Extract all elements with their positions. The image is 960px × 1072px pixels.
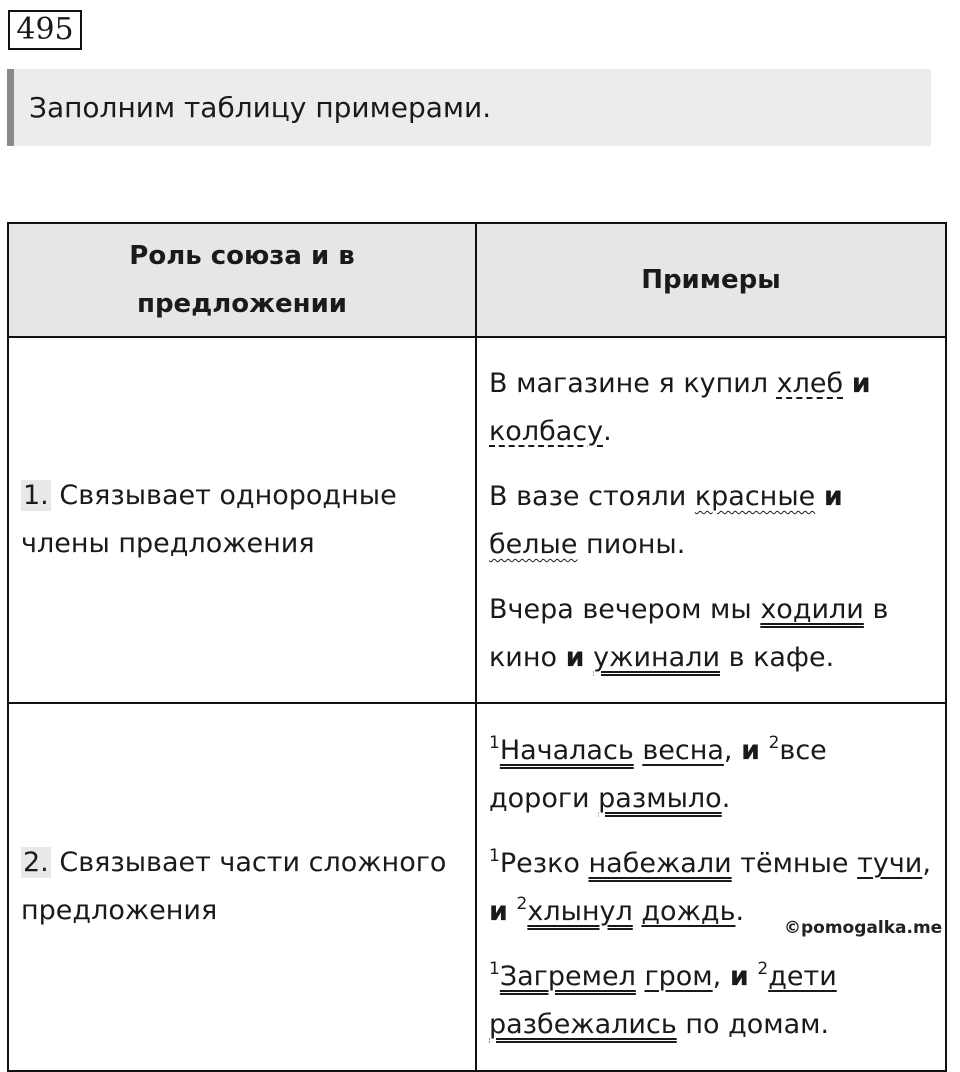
role-number: 1. xyxy=(23,480,49,511)
predicate: Началась xyxy=(499,735,634,766)
conjunction: и xyxy=(489,896,508,927)
predicate: Загремел xyxy=(499,961,636,992)
homogeneous-member: колбасу xyxy=(489,416,604,447)
example-sentence: $^1$Началась весна, и $^2$все дороги размыло. xyxy=(489,733,827,814)
homogeneous-member: красные xyxy=(694,481,816,512)
intro-accent-bar xyxy=(7,69,14,146)
subject: дети xyxy=(768,961,837,992)
watermark: ©pomogalka.me xyxy=(784,918,943,938)
clause-index: 1 xyxy=(489,733,500,753)
table-header-row xyxy=(8,223,946,337)
role-text: Связывает части сложного предложения xyxy=(21,847,447,926)
table-row xyxy=(8,703,946,1071)
table-row xyxy=(8,337,946,703)
example-sentence: $^1$Резко набежали тёмные тучи, и $^2$хлынул дождь. xyxy=(489,846,931,927)
subject: тучи xyxy=(857,848,923,879)
conjunction: и xyxy=(851,368,871,399)
homogeneous-member: белые xyxy=(489,529,578,560)
predicate: хлынул xyxy=(527,896,633,927)
role-cell xyxy=(8,337,476,703)
clause-index: 1 xyxy=(489,846,500,866)
header-examples: Примеры xyxy=(476,223,946,337)
examples-cell xyxy=(476,703,946,1071)
subject: весна xyxy=(642,735,724,766)
task-number: 495 xyxy=(8,10,82,50)
predicate: набежали xyxy=(588,848,732,879)
examples-table xyxy=(7,222,947,1072)
subject: дождь xyxy=(641,896,736,927)
examples-cell xyxy=(476,337,946,703)
example-sentence: В магазине я купил хлеб и колбасу. xyxy=(489,368,871,447)
predicate: размыло xyxy=(598,783,722,814)
homogeneous-member: хлеб xyxy=(776,368,844,399)
header-role: Роль союза и в предложении xyxy=(8,223,476,337)
example-sentence: $^1$Загремел гром, и $^2$дети разбежались по домам. xyxy=(489,959,837,1040)
intro-text: Заполним таблицу примерами. xyxy=(29,91,492,124)
homogeneous-member: ходили xyxy=(760,594,864,625)
conjunction: и xyxy=(741,735,760,766)
conjunction: и xyxy=(565,642,585,673)
intro-block xyxy=(7,69,931,146)
clause-index: 1 xyxy=(489,959,500,979)
subject: гром xyxy=(644,961,713,992)
conjunction: и xyxy=(823,481,843,512)
example-sentence: Вчера вечером мы ходили в кино и ужинали в кафе. xyxy=(489,594,889,673)
predicate: разбежались xyxy=(489,1009,677,1040)
example-sentence: В вазе стояли красные и белые пионы. xyxy=(489,481,843,560)
clause-index: 2 xyxy=(768,733,780,753)
homogeneous-member: ужинали xyxy=(593,642,720,673)
clause-index: 2 xyxy=(516,894,528,914)
role-number: 2. xyxy=(23,847,49,878)
role-text: Связывает однородные члены предложения xyxy=(21,480,397,559)
conjunction: и xyxy=(729,961,749,992)
role-cell xyxy=(8,703,476,1071)
clause-index: 2 xyxy=(757,959,769,979)
